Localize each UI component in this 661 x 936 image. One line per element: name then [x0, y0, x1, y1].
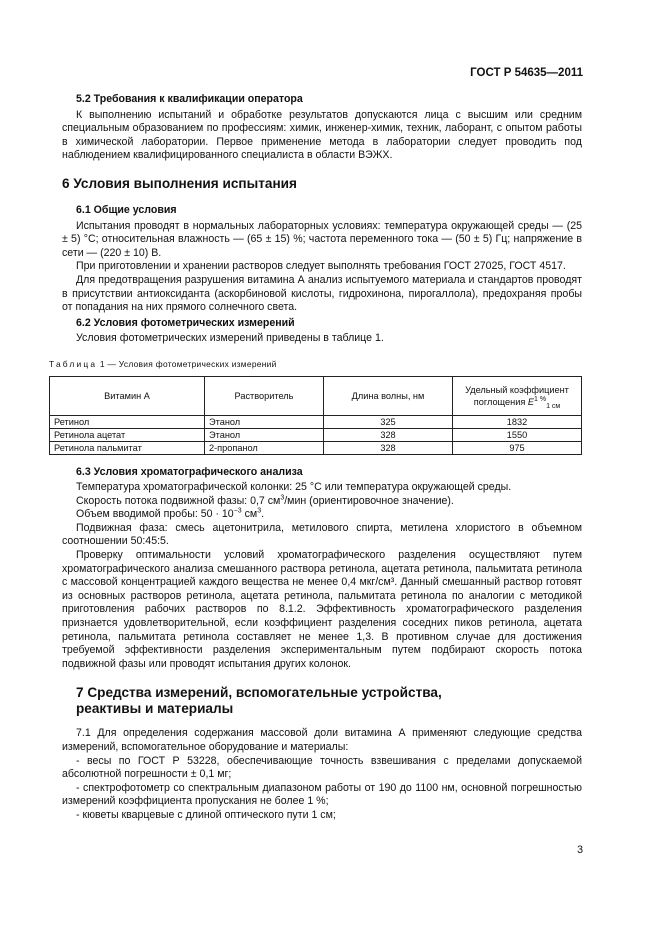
section-6-title: 6 Условия выполнения испытания: [62, 175, 297, 191]
section-6-3-para-3: Объем вводимой пробы: $50 \cdot 10^{-3}$ $см^3$.: [76, 507, 265, 521]
section-6-2-para: Условия фотометрических измерений приведены в таблице 1.: [76, 332, 384, 345]
table-row: [50, 428, 582, 441]
table-cell: 328: [324, 441, 453, 454]
page-content: [49, 93, 582, 823]
section-7-1-para: 7.1 Для определения содержания массовой доли витамина А применяют следующие средства измерений, вспомогательное оборудование и материалы:: [62, 727, 582, 753]
coefficient-symbol: $E^{1 \%}_{1 см}$: [527, 395, 561, 410]
list-item: - кюветы кварцевые с длиной оптического пути 1 см;: [76, 808, 336, 821]
table-cell: 1550: [453, 428, 582, 441]
section-6-1-title: 6.1 Общие условия: [76, 203, 177, 216]
section-7-title-line-2: реактивы и материалы: [76, 701, 234, 717]
section-7-list: [62, 727, 582, 822]
table-row: [50, 415, 582, 428]
section-5-2-title: 5.2 Требования к квалификации оператора: [76, 93, 303, 105]
table-cell: 2-пропанол: [205, 441, 324, 454]
section-6-3-para-4: Подвижная фаза: смесь ацетонитрила, метилового спирта, метилена хлористого в объемном соотношении 50:45:5.: [62, 521, 582, 548]
table-cell: 1832: [453, 415, 582, 428]
table-header-wavelength: Длина волны, нм: [324, 376, 453, 415]
table-caption-word: Таблица: [49, 358, 98, 369]
section-6-3-title: 6.3 Условия хроматографического анализа: [76, 465, 303, 478]
table-cell: Этанол: [205, 415, 324, 428]
table-cell: Ретинола ацетат: [50, 428, 205, 441]
table-row: [50, 441, 582, 454]
list-item: - спектрофотометр со спектральным диапазоном работы от 190 до 1100 нм, основной погрешностью измерений коэффициента пропускания не более 1 %;: [62, 781, 582, 808]
photometric-conditions-table: [49, 376, 582, 455]
table-header-row: [50, 376, 582, 415]
section-6-3-para-2: Скорость потока подвижной фазы: 0,7 $см^3$/мин (ориентировочное значение).: [76, 494, 454, 507]
table-cell: 975: [453, 441, 582, 454]
section-6-3-para-5: Проверку оптимальности условий хроматографического разделения осуществляют путем хроматографического анализа смешанного раствора ретинола, ацетата ретинола, пальмитата ретинола с массовой концентрацией каждого вещества не менее 0,4 мкг/см³. Данный смешанный раствор готовят из основных растворов ретинола, ацетата ретинола, пальмитата ретинола по аналогии с методикой приготовления рабочих растворов по 8.1.2. Эффективность хроматографического разделения признается удовлетворительной, если коэффициент разделения соседних пиков ретинола, ацетата ретинола, пальмитата ретинола составляет не менее 1,3. В противном случае для достижения требуемой эффективности разделения экспериментальным путем подбирают скорость потока подвижной фазы или проводят испытания других колонок.: [62, 549, 582, 670]
document-header: ГОСТ Р 54635—2011: [470, 67, 583, 79]
section-6-2-title: 6.2 Условия фотометрических измерений: [76, 316, 295, 329]
table-cell: 328: [324, 428, 453, 441]
table-header-coefficient: [453, 376, 582, 415]
table-caption-text: 1 — Условия фотометрических измерений: [99, 358, 277, 369]
section-7-title-line-1: 7 Средства измерений, вспомогательные устройства,: [76, 685, 442, 701]
table-header-coefficient-text: Удельный коэффициент поглощения: [465, 384, 569, 407]
section-7-title: [62, 685, 582, 717]
table-caption: [49, 358, 582, 372]
section-5-2-text: К выполнению испытаний и обработке результатов допускаются лица с высшим или средним специальным образованием по профессиям: химик, инженер-химик, техник, лаборант, с опытом работы в химической лаборатории. Первое применение метода в лаборатории следует проводить под наблюдением квалифицированного специалиста в области ВЭЖХ.: [62, 108, 582, 162]
section-6-1-para-2: При приготовлении и хранении растворов следует выполнять требования ГОСТ 27025, ГОСТ 4517.: [76, 260, 566, 273]
table-header-solvent: Растворитель: [205, 376, 324, 415]
table-cell: Ретинола пальмитат: [50, 441, 205, 454]
section-6-1-para-1: Испытания проводят в нормальных лабораторных условиях: температура окружающей среды — (25 ± 5) °С; относительная влажность — (65 ± 15) %; частота переменного тока — (50 ± 5) Гц; напряжение в сети — (220 ± 10) В.: [62, 219, 582, 259]
list-item: - весы по ГОСТ Р 53228, обеспечивающие точность взвешивания с пределами допускаемой абсолютной погрешности ± 0,1 мг;: [62, 754, 582, 781]
table-cell: Этанол: [205, 428, 324, 441]
page-number: 3: [577, 844, 583, 856]
table-cell: 325: [324, 415, 453, 428]
table-header-vitamin: Витамин А: [50, 376, 205, 415]
section-6-1-para-3: Для предотвращения разрушения витамина А анализ испытуемого материала и стандартов проводят в присутствии антиоксиданта (аскорбиновой кислоты, гидрохинона, пирогаллола), предохраняя пробы от попадания на них прямого солнечного света.: [62, 273, 582, 314]
section-6-3-para-1: Температура хроматографической колонки: 25 °С или температура окружающей среды.: [76, 481, 512, 494]
table-cell: Ретинол: [50, 415, 205, 428]
